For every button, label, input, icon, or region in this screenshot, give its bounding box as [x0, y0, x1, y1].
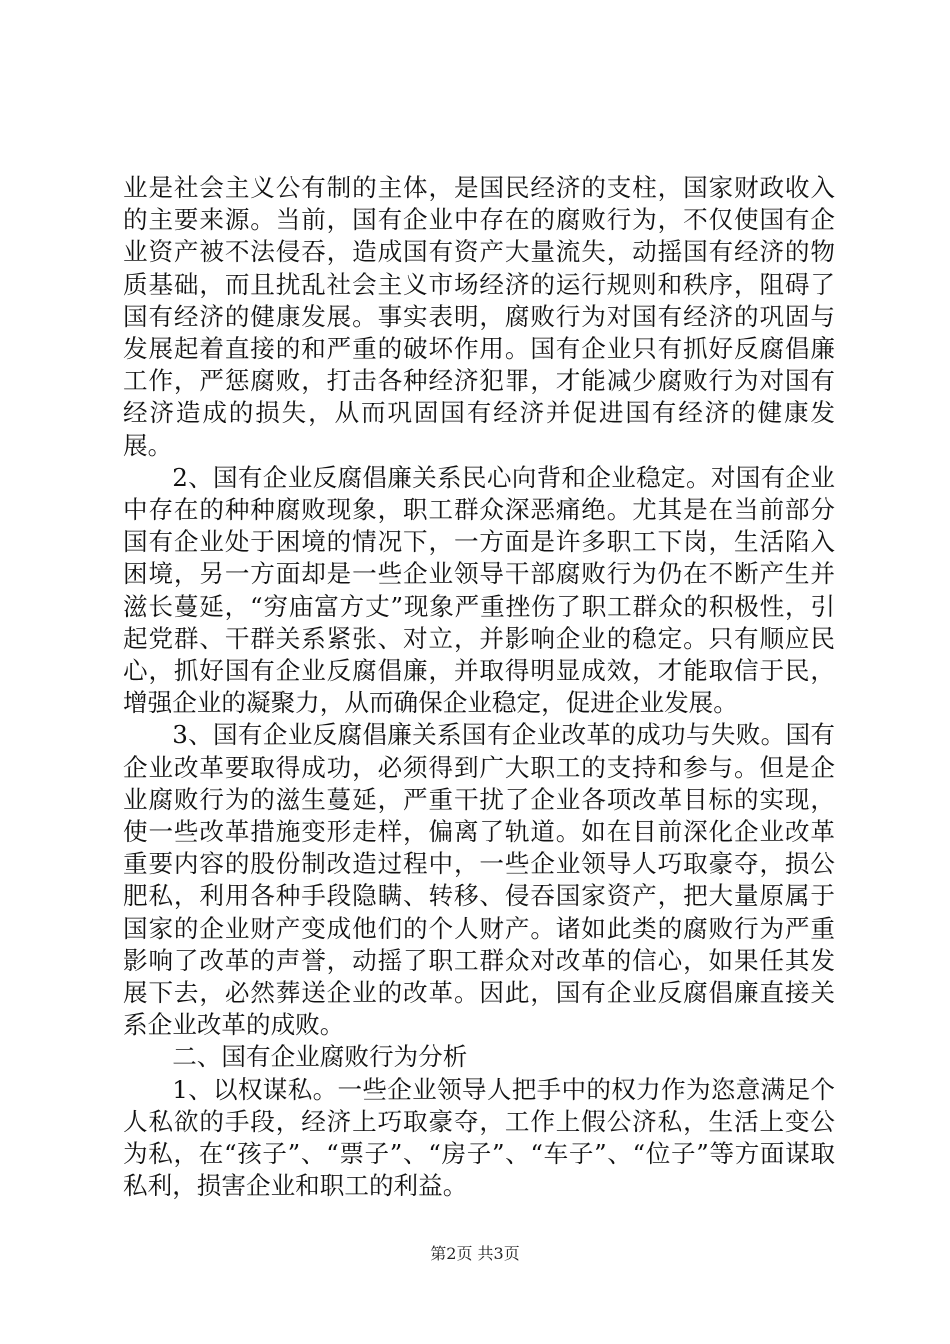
paragraph-3: 3、国有企业反腐倡廉关系国有企业改革的成功与失败。国有企业改革要取得成功，必须得到广大职工的支持和参与。但是企业腐败行为的滋生蔓延，严重干扰了企业各项改革目标的实现，使一些改革措施变形走样，偏离了轨道。如在目前深化企业改革重要内容的股份制改造过程中，一些企业领导人巧取豪夺，损公肥私，利用各种手段隐瞒、转移、侵吞国家资产，把大量原属于国家的企业财产变成他们的个人财产。诸如此类的腐败行为严重影响了改革的声誉，动摇了职工群众对改革的信心，如果任其发展下去，必然葬送企业的改革。因此，国有企业反腐倡廉直接关系企业改革的成败。 [123, 720, 835, 1040]
section-heading: 二、国有企业腐败行为分析 [172, 1042, 468, 1072]
paragraph-1: 业是社会主义公有制的主体，是国民经济的支柱，国家财政收入的主要来源。当前，国有企业中存在的腐败行为，不仅使国有企业资产被不法侵吞，造成国有资产大量流失，动摇国有经济的物质基础，而且扰乱社会主义市场经济的运行规则和秩序，阻碍了国有经济的健康发展。事实表明，腐败行为对国有经济的巩固与发展起着直接的和严重的破坏作用。国有企业只有抓好反腐倡廉工作，严惩腐败，打击各种经济犯罪，才能减少腐败行为对国有经济造成的损失，从而巩固国有经济并促进国有经济的健康发展。 [123, 173, 835, 460]
page-number-label: 第2页 共3页 [430, 1244, 520, 1263]
document-body [123, 172, 835, 1203]
paragraph-4: 1、以权谋私。一些企业领导人把手中的权力作为恣意满足个人私欲的手段，经济上巧取豪夺，工作上假公济私，生活上变公为私，在“孩子”、“票子”、“房子”、“车子”、“位子”等方面谋取私利，损害企业和职工的利益。 [123, 1074, 835, 1201]
paragraph-2: 2、国有企业反腐倡廉关系民心向背和企业稳定。对国有企业中存在的种种腐败现象，职工群众深恶痛绝。尤其是在当前部分国有企业处于困境的情况下，一方面是许多职工下岗，生活陷入困境，另一方面却是一些企业领导干部腐败行为仍在不断产生并滋长蔓延，“穷庙富方丈”现象严重挫伤了职工群众的积极性，引起党群、干群关系紧张、对立，并影响企业的稳定。只有顺应民心，抓好国有企业反腐倡廉，并取得明显成效，才能取信于民，增强企业的凝聚力，从而确保企业稳定，促进企业发展。 [123, 462, 835, 718]
page-footer [0, 1244, 950, 1264]
